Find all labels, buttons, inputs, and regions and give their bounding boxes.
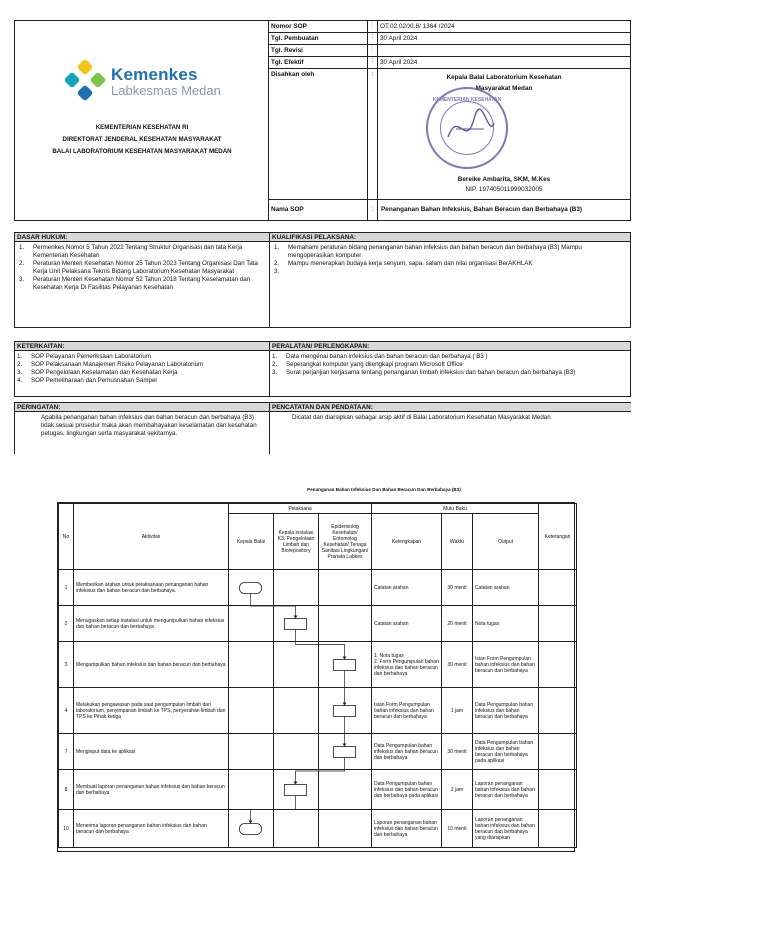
col-instalasi: Kepala instalasi K3, Pengelolaan Limbah dan Biorepository — [274, 514, 319, 570]
dasar-hukum-title: DASAR HUKUM: — [15, 232, 269, 242]
col-waktu: Waktu — [442, 514, 473, 570]
keterkaitan-title: KETERKAITAN: — [15, 341, 269, 351]
step-kelengkapan: Isian Form Pengumpulan bahan infeksius dan bahan beracun dan berbahaya — [372, 688, 442, 734]
table-row — [59, 570, 577, 606]
kualifikasi — [270, 232, 631, 328]
list-number: 1. — [274, 244, 280, 251]
step-kelengkapan: Data Pengumpulan bahan infeksius dan bahan beracun dan berbahaya pada aplikasi — [372, 770, 442, 810]
flowchart-title: Penanganan Bahan Infeksius Dan Bahan Beracun Dan Berbahaya (B3) — [307, 487, 461, 492]
meta-nama-value: Penanganan Bahan Infeksius, Bahan Beracun dan Berbahaya (B3) — [381, 206, 583, 213]
lane-instalasi — [274, 606, 319, 642]
lane-kepala — [229, 570, 274, 606]
list-text: Seperangkat komputer yang dilengkapi program Microsoft Office — [286, 361, 463, 368]
list-number: 2. — [274, 260, 280, 267]
section-row-1 — [14, 232, 631, 328]
meta-disahkan-label: Disahkan oleh — [269, 69, 368, 199]
col-kepala: Kepala Balai — [229, 514, 274, 570]
step-kelengkapan: Data Pengumpulan bahan infeksius dan bahan beracun dan berbahaya — [372, 734, 442, 770]
list-text: Peraturan Menteri Kesehatan Nomor 52 Tahun 2018 Tentang Keselamatan dan Kesehatan Kerja Di Fasilitas Pelayanan Kesehatan — [33, 276, 251, 291]
meta-nomor-value: OT.02.02/XI.8/ 1364 /2024 — [380, 23, 455, 30]
meta-pembuatan-value: 30 April 2024 — [380, 35, 418, 42]
org-panel — [15, 21, 269, 220]
step-activity: Melakukan pengawasan pada saat pengumpulan limbah dari laboratorium, penyimpanan limbah ke TPS, penyerahan limbah dari TPS ke Pihak ketiga — [74, 688, 229, 734]
stamp-text: KEMENTERIAN KESEHATAN — [432, 97, 502, 103]
meta-disahkan — [269, 69, 630, 200]
table-row — [59, 770, 577, 810]
flow-body — [59, 570, 577, 848]
step-number: 10 — [59, 810, 74, 848]
meta-pembuatan-label: Tgl. Pembuatan — [269, 33, 368, 44]
list-number: 2. — [17, 361, 23, 368]
step-activity: Menerima laporan penanganan bahan infeksius dan bahan beracun dan berbahaya — [74, 810, 229, 848]
meta-colon: : — [368, 69, 378, 199]
list-item — [17, 377, 265, 385]
step-output: Catatan arahan — [473, 570, 539, 606]
list-number: 3. — [17, 369, 23, 376]
col-kelengkapan: Kelengkapan — [372, 514, 442, 570]
step-waktu: 20 menit — [442, 606, 473, 642]
meta-efektif-value: 30 April 2024 — [380, 59, 418, 66]
list-text: Data mengenai bahan infeksius dan bahan beracun dan berbahaya ( B3 ) — [286, 353, 488, 360]
signer-nip: NIP. 197405011999032005 — [465, 186, 543, 193]
step-waktu: 10 menit — [442, 810, 473, 848]
list-text: SOP Pelayanan Pemeriksaan Laboratorium — [31, 353, 151, 360]
kemenkes-logo-icon — [63, 59, 107, 103]
list-item — [19, 244, 265, 260]
table-row — [59, 606, 577, 642]
step-number: 7 — [59, 734, 74, 770]
lane-kepala — [229, 642, 274, 688]
col-mutu-baku: Mutu Baku — [372, 504, 539, 514]
step-number: 1 — [59, 570, 74, 606]
step-activity: Membuat laporan penanganan bahan infeksius dan bahan beracun dan berbahaya — [74, 770, 229, 810]
list-number: 1. — [272, 353, 278, 360]
meta-nama — [269, 200, 630, 221]
col-keterangan: Keterangan — [539, 504, 577, 570]
org-name — [15, 122, 269, 158]
list-number: 3. — [274, 268, 280, 275]
lane-kepala — [229, 770, 274, 810]
keterkaitan-list — [15, 351, 269, 387]
sop-flow-table — [58, 503, 577, 848]
meta-colon: : — [368, 45, 378, 56]
col-no: No — [59, 504, 74, 570]
step-activity: Menginput data ke aplikasi — [74, 734, 229, 770]
step-keterangan — [539, 734, 577, 770]
step-waktu: 30 menit — [442, 734, 473, 770]
peralatan-list — [270, 351, 630, 379]
lane-instalasi — [274, 734, 319, 770]
section-row-3 — [14, 402, 631, 454]
meta-disahkan-value — [378, 69, 630, 199]
lane-epidemiolog — [319, 810, 372, 848]
list-item — [272, 361, 626, 369]
list-item — [19, 260, 265, 276]
step-keterangan — [539, 810, 577, 848]
step-keterangan — [539, 570, 577, 606]
meta-nomor-label: Nomor SOP — [269, 21, 368, 32]
meta-colon: : — [368, 21, 378, 32]
list-item — [17, 353, 265, 361]
meta-revisi-value — [378, 45, 630, 56]
official-stamp — [426, 87, 508, 169]
list-number: 1. — [17, 353, 23, 360]
list-item — [17, 369, 265, 377]
list-text: Peraturan Menteri Kesehatan Nomor 25 Tahun 2023 Tentang Organisasi Dan Tata Kerja Unit Pelaksana Teknis Bidang Laboratorium Kesehatan Masyarakat — [33, 260, 258, 275]
meta-colon: : — [368, 33, 378, 44]
lane-kepala — [229, 606, 274, 642]
org-line-3: BALAI LABORATORIUM KESEHATAN MASYARAKAT MEDAN — [52, 148, 232, 155]
meta-colon: : — [368, 200, 378, 221]
meta-revisi — [269, 45, 630, 57]
list-item — [274, 268, 626, 276]
lane-epidemiolog — [319, 570, 372, 606]
step-output: Nota tugas — [473, 606, 539, 642]
pencatatan-text: Dicatat dan diarsipkan sebagai arsip aktif di Balai Laboratorium Kesehatan Masyarakat Medan — [292, 414, 551, 421]
meta-efektif-label: Tgl. Efektif — [269, 57, 368, 68]
brand-sub: Labkesmas Medan — [111, 82, 221, 98]
approver-title-1: Kepala Balai Laboratorium Kesehatan — [446, 74, 562, 81]
step-output: Data Pengumpulan bahan infeksius dan bahan beracun dan berbahaya — [473, 688, 539, 734]
lane-instalasi — [274, 770, 319, 810]
approver-title-2: Masyarakat Medan — [475, 85, 533, 92]
step-kelengkapan: Catatan arahan — [372, 570, 442, 606]
meta-revisi-label: Tgl. Revisi — [269, 45, 368, 56]
list-item — [272, 353, 626, 361]
sop-header-box — [14, 20, 631, 221]
list-text: Permenkes Nomor 5 Tahun 2022 Tentang Struktur Organisasi dan tata Kerja Kementerian Kesehatan — [33, 244, 243, 259]
table-row — [59, 734, 577, 770]
meta-pembuatan — [269, 33, 630, 45]
section-row-2 — [14, 341, 631, 397]
signature-icon — [428, 89, 508, 169]
list-item — [274, 260, 626, 268]
list-number: 3. — [19, 276, 25, 283]
list-text: Memahami peraturan bidang penanganan bahan infeksius dan bahan beracun dan berbahaya (B3) Mampu mengoperasikan komputer — [288, 244, 582, 259]
list-item — [17, 361, 265, 369]
peringatan-text: Apabila penanganan bahan infeksius dan bahan beracun dan berbahaya (B3) tidak sesuai prosedur maka akan membahayakan keselamatan dan kesehatan petugas, lingkungan serta masyarakat sekitarnya. — [41, 414, 257, 437]
dasar-hukum-list — [15, 242, 269, 294]
list-number: 2. — [272, 361, 278, 368]
flowchart-table — [57, 502, 575, 852]
org-line-2: DIREKTORAT JENDERAL KESEHATAN MASYARAKAT — [62, 136, 222, 143]
table-row — [59, 688, 577, 734]
step-output: Isian Form Pengumpulan bahan infeksius dan bahan beracun dan berbahaya — [473, 642, 539, 688]
brand-name: Kemenkes — [111, 64, 198, 84]
step-number: 3 — [59, 642, 74, 688]
meta-efektif — [269, 57, 630, 69]
kualifikasi-list — [270, 242, 630, 278]
peralatan — [270, 341, 631, 397]
list-number: 1. — [19, 244, 25, 251]
step-number: 4 — [59, 688, 74, 734]
step-kelengkapan: Laporan penanganan bahan infeksius dan bahan beracun dan berbahaya — [372, 810, 442, 848]
peringatan-title: PERINGATAN: — [15, 402, 269, 412]
kualifikasi-title: KUALIFIKASI PELAKSANA: — [270, 232, 630, 242]
lane-epidemiolog — [319, 606, 372, 642]
meta-nomor — [269, 21, 630, 33]
step-kelengkapan: 1. Nota tugas 2. Form Pengumpulan bahan infeksius dan bahan beracun dan berbahaya — [372, 642, 442, 688]
step-activity: Mengumpulkan bahan infeksius dan bahan beracun dan berbahaya — [74, 642, 229, 688]
step-activity: Menugaskan setiap instalasi untuk mengumpulkan bahan infeksius dan bahan beracun dan berbahaya — [74, 606, 229, 642]
lane-kepala — [229, 688, 274, 734]
pencatatan — [270, 402, 631, 454]
list-number: 3. — [272, 369, 278, 376]
list-text: SOP Pemeliharaan dan Pemusnahan Sampel — [31, 377, 157, 384]
step-output: Laporan penanganan bahan infeksius dan bahan beracun dan berbahaya — [473, 770, 539, 810]
pencatatan-title: PENCATATAN DAN PENDATAAN: — [270, 402, 631, 412]
keterkaitan — [14, 341, 270, 397]
list-item — [19, 276, 265, 292]
dasar-hukum — [14, 232, 270, 328]
meta-colon: : — [368, 57, 378, 68]
col-output: Output — [473, 514, 539, 570]
peralatan-title: PERALATAN/ PERLENGKAPAN: — [270, 341, 630, 351]
list-text: Mampu menerapkan budaya kerja senyum, sapa, salam dan nilai organisasi BerAKHLAK — [288, 260, 533, 267]
table-row — [59, 810, 577, 848]
lane-instalasi — [274, 810, 319, 848]
step-keterangan — [539, 606, 577, 642]
lane-instalasi — [274, 642, 319, 688]
col-aktivitas: Aktivitas — [74, 504, 229, 570]
step-output: Laporan penanganan bahan infeksius dan bahan beracun dan berbahaya yang diarsipkan — [473, 810, 539, 848]
lane-kepala — [229, 734, 274, 770]
lane-epidemiolog — [319, 734, 372, 770]
peringatan — [14, 402, 270, 454]
list-text: SOP Pelaksanaan Manajemen Risiko Pelayanan Laboratorium — [31, 361, 204, 368]
lane-instalasi — [274, 570, 319, 606]
step-waktu: 30 menit — [442, 570, 473, 606]
step-keterangan — [539, 642, 577, 688]
step-kelengkapan: Catatan arahan — [372, 606, 442, 642]
lane-epidemiolog — [319, 688, 372, 734]
meta-nama-label: Nama SOP — [269, 200, 368, 221]
list-text: SOP Pengelolaan Keselamatan dan Kesehatan Kerja — [31, 369, 178, 376]
step-waktu: 1 jam — [442, 688, 473, 734]
step-number: 8 — [59, 770, 74, 810]
step-waktu: 2 jam — [442, 770, 473, 810]
step-keterangan — [539, 770, 577, 810]
step-waktu: 30 menit — [442, 642, 473, 688]
col-pelaksana: Pelaksana — [229, 504, 372, 514]
sop-header-page — [14, 20, 631, 437]
kemenkes-logo — [63, 59, 221, 103]
step-number: 2 — [59, 606, 74, 642]
col-epidemiolog: Epidemiolog Kesehatan/ Entomolog Kesehatan/ Tenaga Sanitasi Lingkungan/ Pranata Labkes — [319, 514, 372, 570]
lane-instalasi — [274, 688, 319, 734]
list-item — [272, 369, 626, 377]
list-number: 2. — [19, 260, 25, 267]
step-output: Data Pengumpulan bahan infeksius dan bahan beracun dan berbahaya pada aplikasi — [473, 734, 539, 770]
lane-kepala — [229, 810, 274, 848]
step-keterangan — [539, 688, 577, 734]
signer-name: Bereike Ambarita, SKM, M.Kes — [457, 176, 551, 183]
lane-epidemiolog — [319, 770, 372, 810]
table-row — [59, 642, 577, 688]
lane-epidemiolog — [319, 642, 372, 688]
list-text: Surat perjanjian kerjasama tentang penanganan limbah infeksius dan bahan beracun dan berbahaya (B3) — [286, 369, 576, 376]
list-item — [274, 244, 626, 260]
sop-meta-panel — [269, 21, 630, 220]
org-line-1: KEMENTERIAN KESEHATAN RI — [95, 124, 189, 131]
step-activity: Memberikan arahan untuk pelaksanaan penanganan bahan infeksius dan bahan beracun dan berbahaya. — [74, 570, 229, 606]
list-number: 4. — [17, 377, 23, 384]
